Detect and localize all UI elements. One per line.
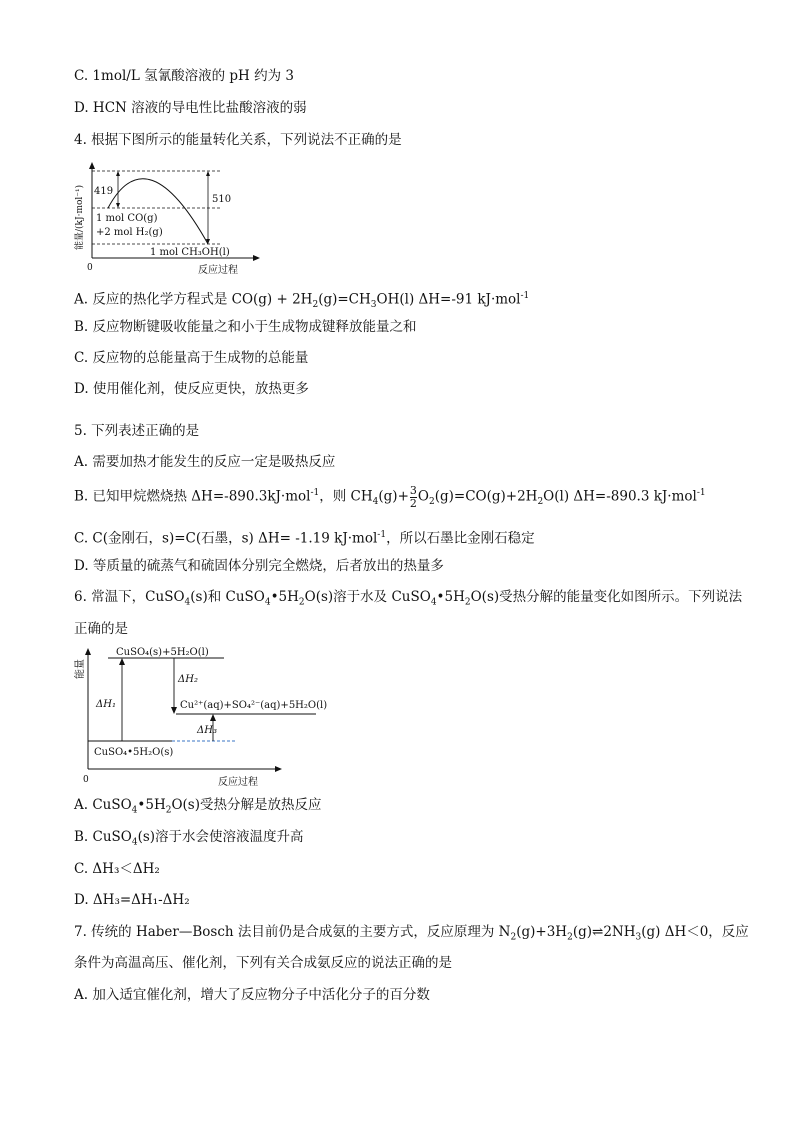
q5-option-c: C. C(金刚石，s)=C(石墨，s) ΔH= -1.19 kJ·mol$^{-1}$，所以石墨比金刚石稳定: [74, 530, 535, 547]
q5-option-a: A. 需要加热才能发生的反应一定是吸热反应: [74, 454, 336, 470]
origin-label: 0: [83, 775, 89, 785]
q6-option-b: B. CuSO$_4$(s)溶于水会使溶液温度升高: [74, 829, 304, 848]
level-top-label: CuSO₄(s)+5H₂O(l): [116, 647, 209, 658]
reactant-label-2: +2 mol H₂(g): [96, 227, 163, 238]
q5-stem: 5. 下列表述正确的是: [74, 423, 200, 439]
level-bottom-label: CuSO₄•5H₂O(s): [94, 747, 174, 758]
energy-diagram-1: [72, 160, 262, 278]
q3-option-c: C. 1mol/L 氢氰酸溶液的 pH 约为 3: [74, 68, 294, 84]
x-axis-label: 反应过程: [218, 777, 258, 788]
reactant-label-1: 1 mol CO(g): [96, 213, 158, 224]
q4-option-d: D. 使用催化剂，使反应更快，放热更多: [74, 381, 309, 397]
q6-option-a: A. $CuSO_4•5H_2O(s)$受热分解是放热反应: [74, 797, 322, 816]
dh1-label: ΔH₁: [96, 699, 116, 710]
product-label: 1 mol CH₃OH(l): [150, 247, 230, 258]
origin-label: 0: [87, 263, 93, 273]
q6-stem-line1: 6. 常温下，CuSO$_4$(s)和 $CuSO_4•5H_2O(s)$溶于水及 $CuSO_4•5H_2O(s)$受热分解的能量变化如图所示。下列说法: [74, 589, 743, 608]
x-axis-label: 反应过程: [198, 265, 238, 276]
value-510: 510: [212, 194, 232, 205]
energy-diagram-2: [72, 645, 332, 790]
q5-option-d: D. 等质量的硫蒸气和硫固体分别完全燃烧，后者放出的热量多: [74, 558, 444, 574]
y-axis-label: 能量/(kJ·mol⁻¹): [75, 184, 85, 250]
y-axis-label: 能量: [75, 659, 86, 679]
q4-option-c: C. 反应物的总能量高于生成物的总能量: [74, 350, 309, 366]
q6-option-d: D. ΔH₃=ΔH₁-ΔH₂: [74, 892, 190, 908]
dh2-label: ΔH₂: [178, 674, 198, 685]
value-419: 419: [94, 186, 114, 197]
q3-option-d: D. HCN 溶液的导电性比盐酸溶液的弱: [74, 100, 307, 116]
q6-stem-line2: 正确的是: [74, 621, 128, 637]
level-mid-label: Cu²⁺(aq)+SO₄²⁻(aq)+5H₂O(l): [180, 700, 328, 711]
q4-option-a: A. 反应的热化学方程式是 $CO(g) + 2H_2(g)=CH_3OH(l)$ ΔH=-91 kJ·mol$^{-1}$: [74, 291, 530, 311]
q4-option-b: B. 反应物断键吸收能量之和小于生成物成键释放能量之和: [74, 319, 417, 335]
fraction-3-2: $\frac{3}{2}$: [409, 483, 417, 510]
q7-option-a: A. 加入适宜催化剂，增大了反应物分子中活化分子的百分数: [74, 987, 430, 1003]
dh3-label: ΔH₃: [197, 725, 217, 736]
q7-stem-line2: 条件为高温高压、催化剂，下列有关合成氨反应的说法正确的是: [74, 955, 452, 971]
q6-option-c: C. ΔH₃＜ΔH₂: [74, 861, 160, 877]
q5-option-b: B. 已知甲烷燃烧热 ΔH=-890.3kJ·mol$^{-1}$，则 $CH_4(g)+$ $\frac{3}{2}$ $O_2(g)=CO(g)+2H_2O(l)$ ΔH=-890.3 kJ·mol$^{-1}$: [74, 483, 706, 510]
q4-stem: 4. 根据下图所示的能量转化关系，下列说法不正确的是: [74, 132, 402, 148]
q7-stem-line1: 7. 传统的 Haber—Bosch 法目前仍是合成氨的主要方式，反应原理为 $N_2(g)+3H_2(g)\rightleftharpoons 2NH_3(g)$ ΔH＜0，反应: [74, 924, 749, 943]
